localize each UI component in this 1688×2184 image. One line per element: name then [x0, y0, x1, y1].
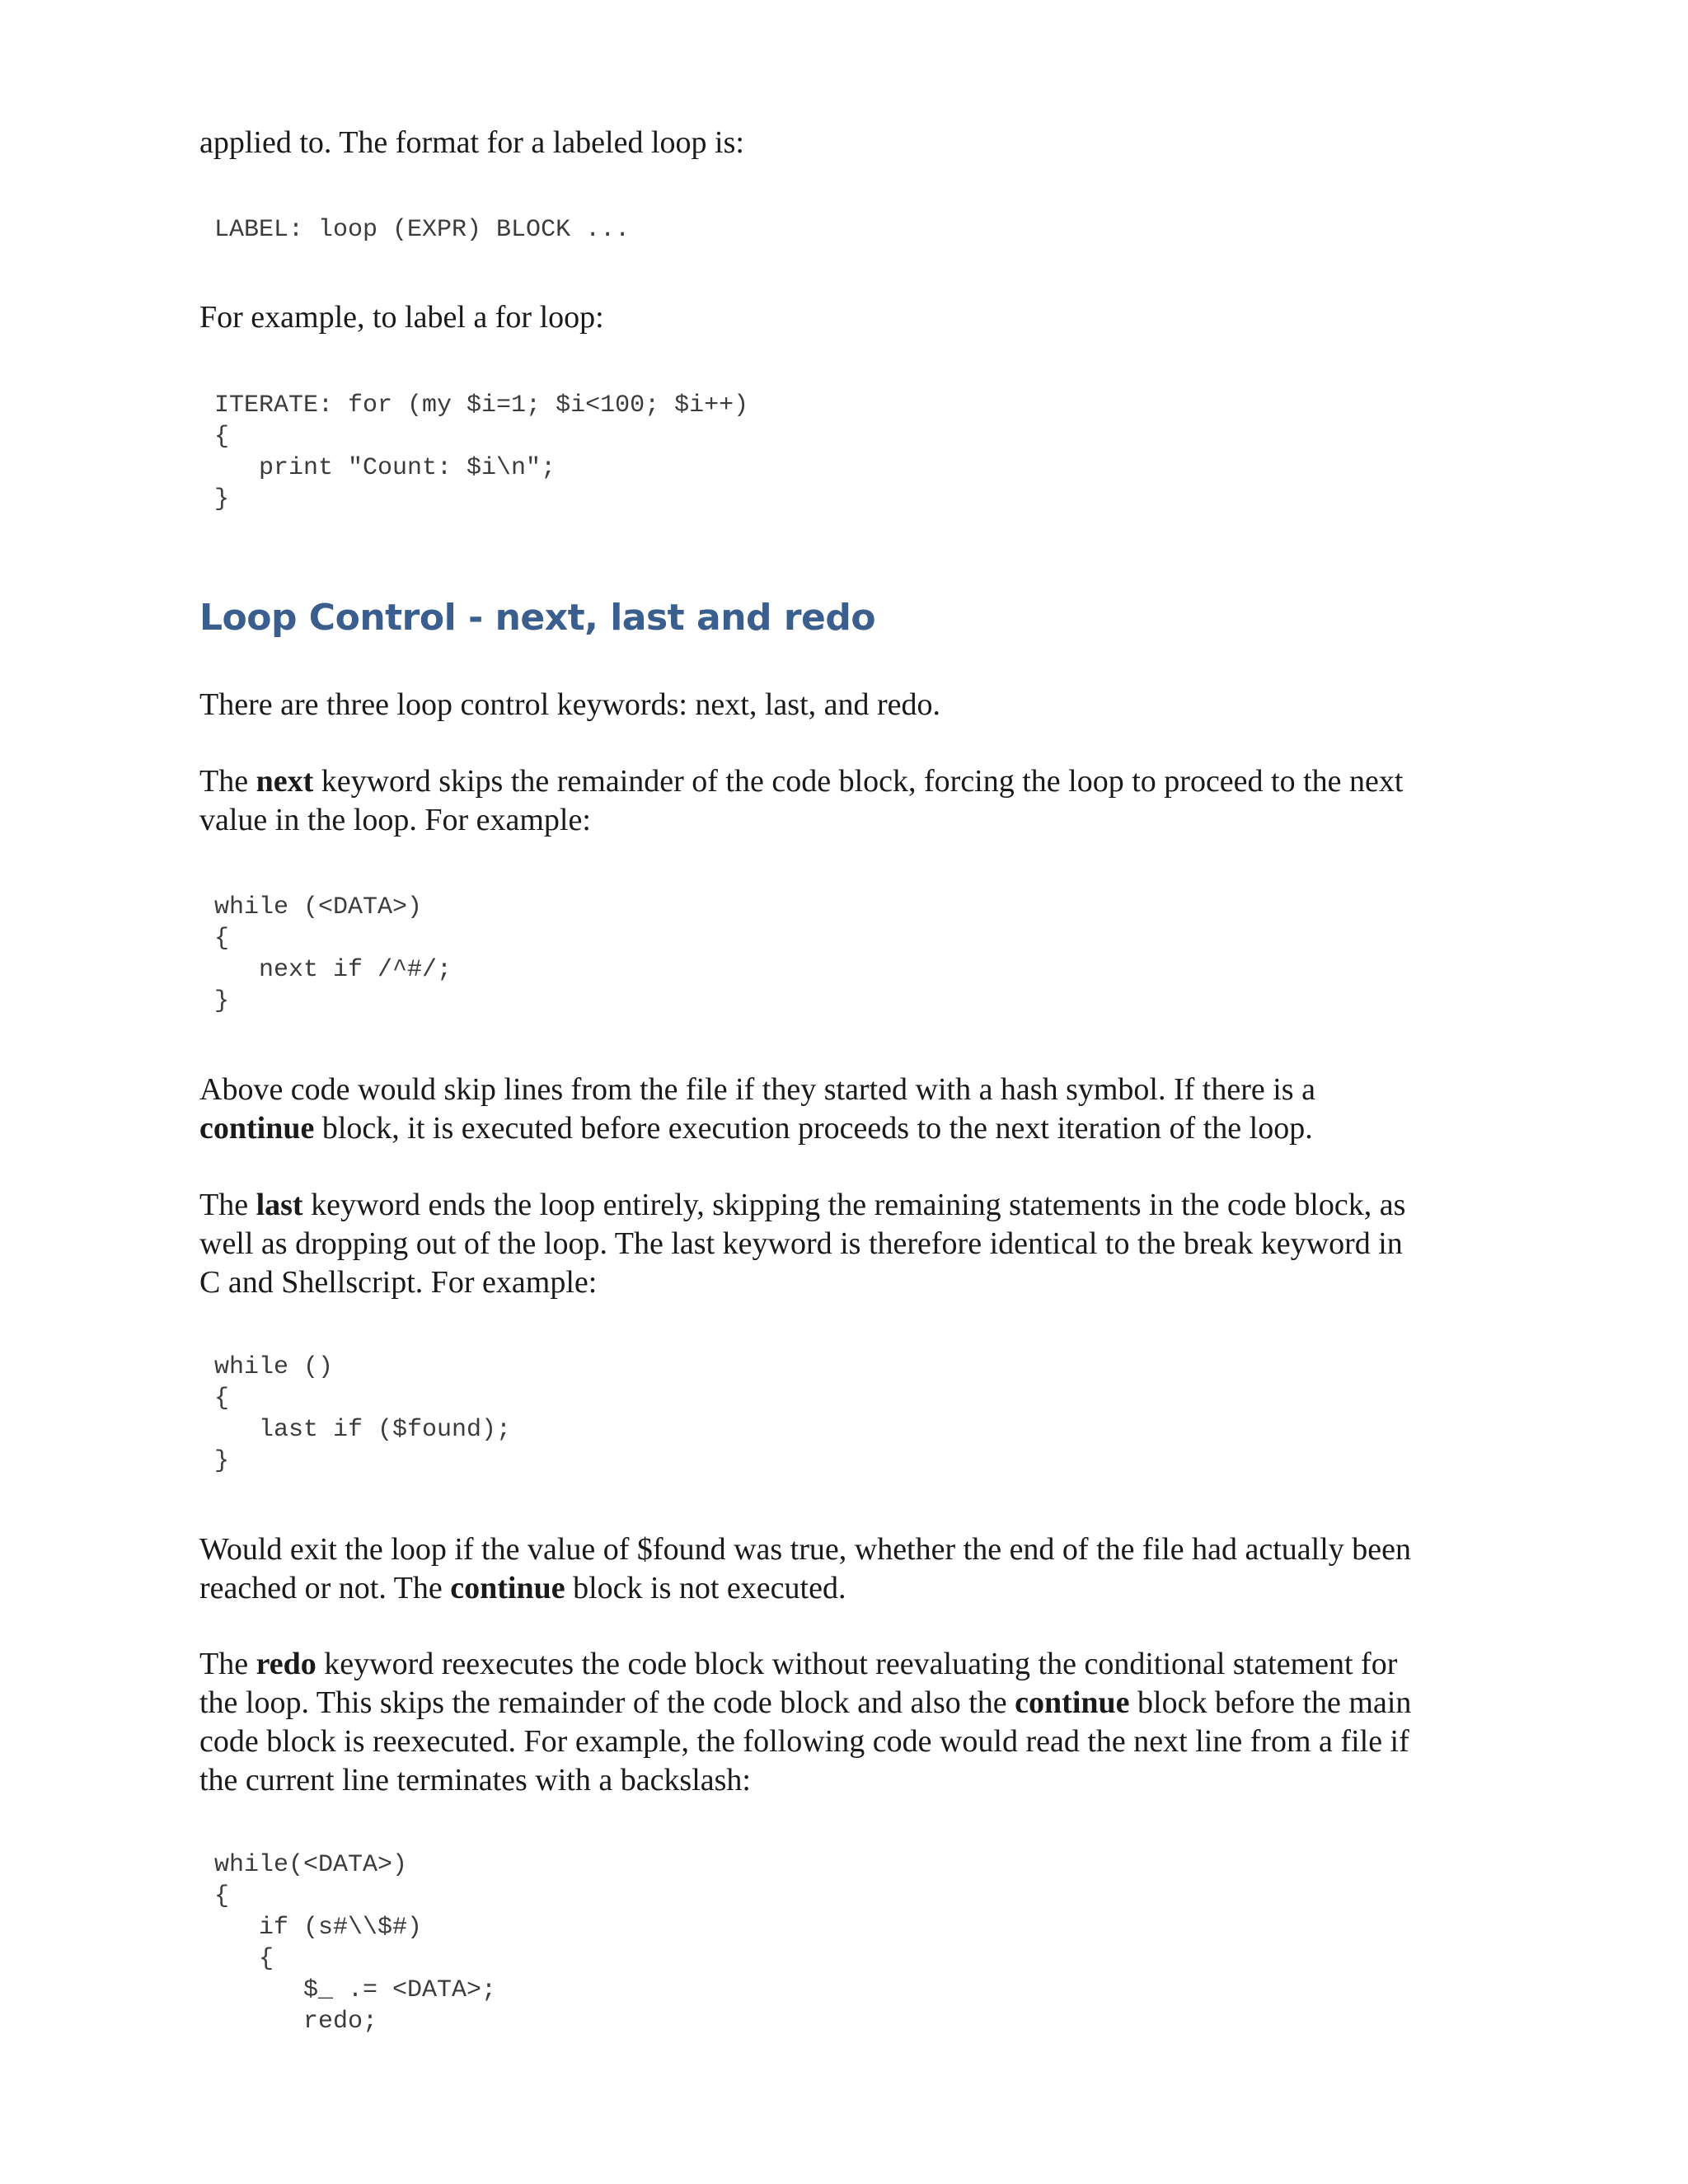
code-line: print "Count: $i\n"; [214, 454, 556, 482]
text-line: applied to. The format for a labeled loop is: [199, 125, 744, 160]
paragraph-skip-lines [199, 1071, 1502, 1148]
code-line: } [214, 1447, 230, 1475]
text-line: Above code would skip lines from the file if they started with a hash symbol. If there is a [199, 1072, 1315, 1107]
keyword-continue: continue [1015, 1685, 1130, 1720]
keyword-continue: continue [450, 1571, 565, 1605]
code-block-label-format [214, 214, 630, 246]
code-line: { [214, 1882, 230, 1910]
code-line: } [214, 987, 230, 1015]
code-line: ITERATE: for (my $i=1; $i<100; $i++) [214, 391, 749, 419]
code-line: { [214, 925, 230, 953]
code-line: while () [214, 1353, 334, 1381]
keyword-next: next [256, 764, 314, 799]
code-line: } [214, 485, 230, 513]
paragraph-labeled-loop-intro [199, 124, 1502, 162]
text-line: There are three loop control keywords: next, last, and redo. [199, 687, 941, 722]
code-line: if (s#\\$#) [214, 1914, 423, 1942]
code-block-last-example [214, 1352, 511, 1477]
text-line: code block is reexecuted. For example, the following code would read the next line from a file if [199, 1724, 1409, 1759]
code-block-redo-example [214, 1849, 496, 2037]
text-line: For example, to label a for loop: [199, 300, 604, 335]
paragraph-redo-keyword [199, 1645, 1502, 1800]
keyword-redo: redo [256, 1647, 316, 1681]
text-line: continue block, it is executed before execution proceeds to the next iteration of the loop. [199, 1111, 1313, 1146]
paragraph-three-keywords [199, 686, 1502, 724]
keyword-last: last [256, 1188, 303, 1222]
code-block-iterate [214, 390, 748, 515]
text-line: reached or not. The continue block is not executed. [199, 1571, 846, 1605]
code-line: LABEL: loop (EXPR) BLOCK ... [214, 216, 631, 244]
text-line: The redo keyword reexecutes the code block without reevaluating the conditional statement for [199, 1647, 1398, 1681]
paragraph-last-keyword [199, 1186, 1502, 1302]
text-line: The last keyword ends the loop entirely, skipping the remaining statements in the code block, as [199, 1188, 1406, 1222]
code-line: { [214, 1385, 230, 1413]
code-line: last if ($found); [214, 1416, 512, 1444]
code-line: redo; [214, 2008, 378, 2036]
paragraph-for-loop-example [199, 298, 1502, 337]
paragraph-next-keyword [199, 762, 1502, 840]
code-block-next-example [214, 892, 452, 1017]
text-line: Would exit the loop if the value of $found was true, whether the end of the file had actually been [199, 1532, 1412, 1567]
code-line: { [214, 1945, 274, 1973]
code-line: while (<DATA>) [214, 893, 423, 921]
text-line: well as dropping out of the loop. The last keyword is therefore identical to the break keyword in [199, 1226, 1403, 1261]
code-line: $_ .= <DATA>; [214, 1976, 497, 2004]
text-line: the current line terminates with a backslash: [199, 1763, 751, 1797]
code-line: while(<DATA>) [214, 1851, 408, 1879]
code-line: next if /^#/; [214, 956, 452, 984]
keyword-continue: continue [199, 1111, 315, 1146]
text-line: C and Shellscript. For example: [199, 1265, 598, 1300]
paragraph-exit-loop [199, 1530, 1502, 1608]
text-line: value in the loop. For example: [199, 803, 591, 837]
section-heading: Loop Control - next, last and redo [199, 597, 876, 639]
text-line: The next keyword skips the remainder of the code block, forcing the loop to proceed to the next [199, 764, 1404, 799]
text-line: the loop. This skips the remainder of the code block and also the continue block before the main [199, 1685, 1412, 1720]
code-line: { [214, 423, 230, 451]
